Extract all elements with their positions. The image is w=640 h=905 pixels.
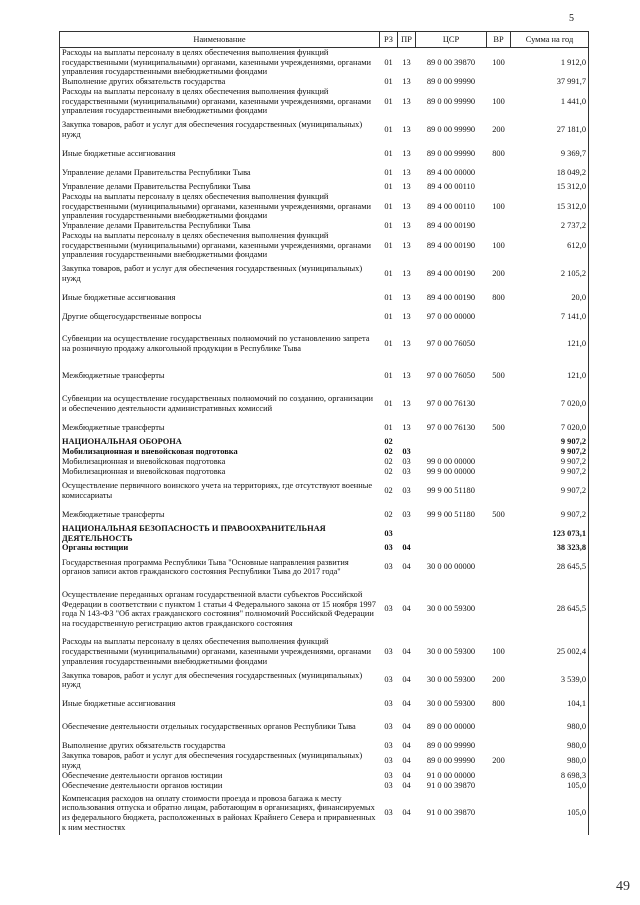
cell-sum: 27 181,0 xyxy=(556,125,586,135)
cell-sum: 20,0 xyxy=(571,292,586,302)
cell-pr: 04 xyxy=(402,741,411,751)
cell-sum: 105,0 xyxy=(567,780,586,790)
cell-pr: 13 xyxy=(402,269,411,279)
cell-pr xyxy=(398,437,416,447)
cell-pr: 13 xyxy=(402,311,411,321)
cell-name: Государственная программа Республики Тыва "Основные направления развития органов записи актов гражданского состояния Республики Тыва до 2017 года" xyxy=(62,557,349,577)
cell-sum: 25 002,4 xyxy=(556,646,586,656)
table-row xyxy=(60,741,589,751)
cell-name: Расходы на выплаты персоналу в целях обеспечения выполнения функций государственными (муниципальными) органами, казенными учреждениями, органами управления государственными внебюджетными фондами xyxy=(62,637,371,666)
cell-pr: 04 xyxy=(402,808,411,818)
table-row xyxy=(60,116,589,144)
cell-sum: 121,0 xyxy=(567,339,586,349)
cell-name: Закупка товаров, работ и услуг для обеспечения государственных (муниципальных) нужд xyxy=(62,670,363,690)
table-row xyxy=(60,447,589,457)
cell-sum: 8 698,3 xyxy=(560,770,586,780)
cell-sum: 9 907,2 xyxy=(560,486,586,496)
table-row xyxy=(60,543,589,553)
cell-rz: 01 xyxy=(384,269,393,279)
table-row xyxy=(60,790,589,835)
cell-rz: 01 xyxy=(384,57,393,67)
cell-rz: 03 xyxy=(384,543,393,553)
cell-pr: 13 xyxy=(402,148,411,158)
table-row xyxy=(60,362,589,390)
table-row xyxy=(60,467,589,477)
table-row xyxy=(60,694,589,713)
header-name: Наименование xyxy=(60,32,380,48)
table-row xyxy=(60,77,589,87)
cell-sum: 7 020,0 xyxy=(560,422,586,432)
cell-rz: 01 xyxy=(384,148,393,158)
cell-sum: 18 049,2 xyxy=(556,167,586,177)
cell-vr: 100 xyxy=(492,201,505,211)
cell-csr: 99 9 00 51180 xyxy=(427,486,475,496)
cell-csr: 89 4 00 00190 xyxy=(426,221,476,231)
cell-rz: 03 xyxy=(384,741,393,751)
cell-name: Управление делами Правительства Республики Тыва xyxy=(62,221,251,231)
cell-sum: 104,1 xyxy=(567,698,586,708)
cell-name: Выполнение других обязательств государства xyxy=(62,741,226,751)
cell-rz: 03 xyxy=(384,808,393,818)
cell-sum: 9 907,2 xyxy=(560,509,586,519)
cell-rz: 01 xyxy=(384,292,393,302)
cell-vr xyxy=(487,790,511,835)
table-row xyxy=(60,666,589,694)
table-row xyxy=(60,770,589,780)
cell-pr: 04 xyxy=(402,675,411,685)
cell-pr: 13 xyxy=(402,240,411,250)
cell-pr: 03 xyxy=(402,467,411,477)
cell-name: Иные бюджетные ассигнования xyxy=(62,292,176,302)
table-row xyxy=(60,163,589,182)
cell-pr: 13 xyxy=(402,167,411,177)
cell-rz: 01 xyxy=(384,77,393,87)
cell-name: Компенсация расходов на оплату стоимости проезда и провоза багажа к месту использования отпуска и обратно лицам, работающим в организациях, финансируемых из федерального бюджета, расположенных в районах Крайнего Севера и приравненных к ним местностях xyxy=(62,793,376,832)
cell-rz: 03 xyxy=(384,755,393,765)
cell-sum: 1 441,0 xyxy=(560,96,586,106)
cell-csr xyxy=(416,447,487,457)
cell-pr: 13 xyxy=(402,57,411,67)
table-row xyxy=(60,288,589,307)
table-row xyxy=(60,713,589,741)
table-row xyxy=(60,637,589,666)
cell-csr: 91 0 00 39870 xyxy=(426,780,476,790)
cell-vr xyxy=(487,741,511,751)
table-row xyxy=(60,182,589,192)
cell-vr: 200 xyxy=(492,125,505,135)
cell-pr xyxy=(398,524,416,543)
cell-vr xyxy=(487,437,511,447)
cell-csr: 89 4 00 00000 xyxy=(426,167,476,177)
cell-sum: 7 020,0 xyxy=(560,399,586,409)
header-vr: ВР xyxy=(487,32,511,48)
cell-pr: 13 xyxy=(402,292,411,302)
cell-pr: 03 xyxy=(402,509,411,519)
cell-vr xyxy=(487,307,511,326)
cell-name: Закупка товаров, работ и услуг для обеспечения государственных (муниципальных) нужд xyxy=(62,751,363,770)
cell-rz: 01 xyxy=(384,371,393,381)
table-row xyxy=(60,505,589,524)
cell-csr: 97 0 00 76130 xyxy=(426,422,476,432)
cell-sum: 9 907,2 xyxy=(560,457,586,467)
cell-csr: 89 4 00 00190 xyxy=(426,269,476,279)
cell-sum: 28 645,5 xyxy=(556,562,586,572)
cell-sum: 28 645,5 xyxy=(556,604,586,614)
cell-csr xyxy=(416,524,487,543)
cell-rz: 02 xyxy=(384,447,393,457)
cell-csr: 97 0 00 76050 xyxy=(426,371,476,381)
cell-sum: 9 369,7 xyxy=(560,148,586,158)
cell-pr: 13 xyxy=(402,339,411,349)
cell-rz: 01 xyxy=(384,311,393,321)
table-row xyxy=(60,780,589,790)
cell-name: Расходы на выплаты персоналу в целях обеспечения выполнения функций государственными (муниципальными) органами, казенными учреждениями, органами управления государственными внебюджетными фондами xyxy=(62,230,371,260)
cell-pr: 13 xyxy=(402,96,411,106)
cell-vr: 800 xyxy=(492,698,505,708)
cell-csr: 30 0 00 59300 xyxy=(426,604,476,614)
cell-name: Расходы на выплаты персоналу в целях обеспечения выполнения функций государственными (муниципальными) органами, казенными учреждениями, органами управления государственными внебюджетными фондами xyxy=(62,86,371,116)
table-row xyxy=(60,477,589,505)
table-row xyxy=(60,457,589,467)
cell-csr: 89 4 00 00110 xyxy=(427,182,475,192)
header-csr: ЦСР xyxy=(416,32,487,48)
table-row xyxy=(60,87,589,116)
cell-rz: 03 xyxy=(384,780,393,790)
table-row xyxy=(60,390,589,418)
cell-name: Управление делами Правительства Республики Тыва xyxy=(62,182,251,192)
cell-name: Субвенции на осуществление государственных полномочий по установлению запрета на розничную продажу алкогольной продукции в Республике Тыва xyxy=(62,334,370,353)
cell-rz: 02 xyxy=(384,437,393,447)
cell-rz: 03 xyxy=(384,646,393,656)
cell-name: Мобилизационная и вневойсковая подготовка xyxy=(62,447,238,457)
cell-pr: 13 xyxy=(402,182,411,192)
handwritten-page-mark: 49 xyxy=(616,879,630,894)
cell-rz: 02 xyxy=(384,509,393,519)
cell-sum: 980,0 xyxy=(567,741,586,751)
cell-sum: 1 912,0 xyxy=(560,57,586,67)
cell-sum: 980,0 xyxy=(567,722,586,732)
cell-sum: 123 073,1 xyxy=(552,528,586,538)
cell-sum: 121,0 xyxy=(567,371,586,381)
table-row xyxy=(60,418,589,437)
cell-csr: 30 0 00 59300 xyxy=(426,646,476,656)
cell-sum: 38 323,8 xyxy=(556,543,586,553)
cell-vr xyxy=(487,770,511,780)
header-pr: ПР xyxy=(398,32,416,48)
cell-vr: 100 xyxy=(492,646,505,656)
cell-pr: 04 xyxy=(402,755,411,765)
cell-vr xyxy=(487,390,511,418)
cell-name: Закупка товаров, работ и услуг для обеспечения государственных (муниципальных) нужд xyxy=(62,264,363,283)
cell-vr: 800 xyxy=(492,292,505,302)
cell-csr: 89 0 00 99990 xyxy=(426,741,476,751)
table-row xyxy=(60,221,589,231)
cell-rz: 02 xyxy=(384,457,393,467)
cell-vr: 100 xyxy=(492,96,505,106)
cell-csr: 99 9 00 51180 xyxy=(427,509,475,519)
cell-vr: 200 xyxy=(492,755,505,765)
cell-sum: 9 907,2 xyxy=(560,437,586,447)
cell-name: Выполнение других обязательств государства xyxy=(62,77,226,87)
cell-pr: 04 xyxy=(402,770,411,780)
cell-sum: 37 991,7 xyxy=(556,77,586,87)
cell-name: Расходы на выплаты персоналу в целях обеспечения выполнения функций государственными (муниципальными) органами, казенными учреждениями, органами управления государственными внебюджетными фондами xyxy=(62,48,371,77)
table-header-row xyxy=(60,32,589,48)
cell-rz: 03 xyxy=(384,562,393,572)
cell-csr: 99 0 00 00000 xyxy=(426,457,476,467)
cell-rz: 03 xyxy=(384,675,393,685)
cell-pr: 13 xyxy=(402,399,411,409)
cell-rz: 02 xyxy=(384,467,393,477)
cell-vr: 200 xyxy=(492,269,505,279)
cell-name: Обеспечение деятельности отдельных государственных органов Республики Тыва xyxy=(62,722,356,732)
cell-vr xyxy=(487,77,511,87)
cell-pr: 04 xyxy=(402,722,411,732)
cell-vr xyxy=(487,447,511,457)
cell-rz: 03 xyxy=(384,604,393,614)
cell-rz: 01 xyxy=(384,240,393,250)
cell-csr xyxy=(416,543,487,553)
table-row xyxy=(60,192,589,221)
cell-name: Расходы на выплаты персоналу в целях обеспечения выполнения функций государственными (муниципальными) органами, казенными учреждениями, органами управления государственными внебюджетными фондами xyxy=(62,191,371,221)
cell-name: Межбюджетные трансферты xyxy=(62,371,165,381)
cell-rz: 03 xyxy=(384,528,393,538)
table-row xyxy=(60,326,589,362)
cell-name: Межбюджетные трансферты xyxy=(62,422,165,432)
cell-name: Осуществление переданных органам государственной власти субъектов Российской Федерации в соответствии с пунктом 1 статьи 4 Федерального закона от 15 ноября 1997 года N 143-ФЗ "Об актах гражданского состояния" полномочий Российской Федерации на государственную регистрацию актов гражданского состояния xyxy=(62,589,376,628)
cell-sum: 980,0 xyxy=(567,755,586,765)
cell-sum: 9 907,2 xyxy=(560,467,586,477)
cell-csr: 89 0 00 39870 xyxy=(426,57,476,67)
cell-name: Закупка товаров, работ и услуг для обеспечения государственных (муниципальных) нужд xyxy=(62,120,363,139)
cell-name: Мобилизационная и вневойсковая подготовка xyxy=(62,467,226,477)
cell-name: Управление делами Правительства Республики Тыва xyxy=(62,167,251,177)
cell-rz: 01 xyxy=(384,96,393,106)
table-row xyxy=(60,751,589,770)
cell-rz: 01 xyxy=(384,167,393,177)
cell-name: Межбюджетные трансферты xyxy=(62,509,165,519)
cell-name: Осуществление первичного воинского учета на территориях, где отсутствуют военные комиссариаты xyxy=(62,481,373,500)
cell-rz: 01 xyxy=(384,221,393,231)
cell-rz: 03 xyxy=(384,722,393,732)
cell-vr: 200 xyxy=(492,675,505,685)
cell-csr: 97 0 00 76050 xyxy=(426,339,476,349)
cell-csr: 97 0 00 00000 xyxy=(426,311,476,321)
cell-pr: 13 xyxy=(402,77,411,87)
cell-vr xyxy=(487,581,511,637)
cell-name: НАЦИОНАЛЬНАЯ БЕЗОПАСНОСТЬ И ПРАВООХРАНИТЕЛЬНАЯ ДЕЯТЕЛЬНОСТЬ xyxy=(62,523,326,543)
cell-rz: 03 xyxy=(384,770,393,780)
cell-vr xyxy=(487,163,511,182)
cell-vr xyxy=(487,543,511,553)
cell-vr xyxy=(487,780,511,790)
cell-sum: 15 312,0 xyxy=(556,201,586,211)
cell-vr xyxy=(487,457,511,467)
cell-pr: 13 xyxy=(402,371,411,381)
cell-vr xyxy=(487,524,511,543)
cell-name: Обеспечение деятельности органов юстиции xyxy=(62,780,223,790)
cell-sum: 612,0 xyxy=(567,240,586,250)
cell-pr: 13 xyxy=(402,201,411,211)
cell-vr xyxy=(487,182,511,192)
cell-vr xyxy=(487,221,511,231)
cell-vr xyxy=(487,467,511,477)
cell-name: Иные бюджетные ассигнования xyxy=(62,148,176,158)
table-row xyxy=(60,437,589,447)
cell-name: Субвенции на осуществление государственных полномочий по созданию, организации и обеспечению деятельности административных комиссий xyxy=(62,394,373,413)
cell-rz: 03 xyxy=(384,698,393,708)
cell-csr: 97 0 00 76130 xyxy=(426,399,476,409)
cell-csr: 89 0 00 99990 xyxy=(426,148,476,158)
cell-sum: 105,0 xyxy=(567,808,586,818)
header-rz: РЗ xyxy=(380,32,398,48)
cell-csr: 91 0 00 00000 xyxy=(426,770,476,780)
table-body xyxy=(60,48,589,836)
cell-csr: 91 0 00 39870 xyxy=(426,808,476,818)
cell-pr: 03 xyxy=(402,486,411,496)
table-row xyxy=(60,553,589,581)
cell-csr: 89 0 00 00000 xyxy=(426,722,476,732)
cell-pr: 04 xyxy=(402,646,411,656)
cell-pr: 04 xyxy=(402,780,411,790)
cell-rz: 02 xyxy=(384,486,393,496)
cell-pr: 13 xyxy=(402,422,411,432)
cell-csr: 30 0 00 59300 xyxy=(426,698,476,708)
cell-name: Другие общегосударственные вопросы xyxy=(62,311,202,321)
table-row xyxy=(60,231,589,260)
budget-table xyxy=(59,31,589,835)
cell-pr: 13 xyxy=(402,125,411,135)
cell-vr: 500 xyxy=(492,371,505,381)
cell-sum: 2 737,2 xyxy=(560,221,586,231)
cell-csr: 30 0 00 59300 xyxy=(426,675,476,685)
cell-rz: 01 xyxy=(384,125,393,135)
cell-sum: 15 312,0 xyxy=(556,182,586,192)
cell-name: НАЦИОНАЛЬНАЯ ОБОРОНА xyxy=(62,437,182,447)
cell-csr: 89 4 00 00110 xyxy=(427,201,475,211)
cell-pr: 04 xyxy=(402,562,411,572)
cell-sum: 7 141,0 xyxy=(560,311,586,321)
cell-sum: 3 539,0 xyxy=(560,675,586,685)
table-row xyxy=(60,144,589,163)
cell-csr: 89 0 00 99990 xyxy=(426,96,476,106)
cell-csr: 89 0 00 99990 xyxy=(426,755,476,765)
cell-csr: 99 9 00 00000 xyxy=(426,467,476,477)
cell-vr: 100 xyxy=(492,240,505,250)
cell-vr: 800 xyxy=(492,148,505,158)
cell-pr: 03 xyxy=(402,457,411,467)
cell-csr: 89 4 00 00190 xyxy=(426,292,476,302)
cell-vr: 500 xyxy=(492,509,505,519)
cell-vr xyxy=(487,713,511,741)
table-row xyxy=(60,260,589,288)
cell-rz: 01 xyxy=(384,399,393,409)
cell-vr xyxy=(487,326,511,362)
cell-pr: 04 xyxy=(402,698,411,708)
cell-pr: 04 xyxy=(402,543,411,553)
header-sum: Сумма на год xyxy=(511,32,589,48)
cell-vr xyxy=(487,553,511,581)
cell-csr: 89 0 00 99990 xyxy=(426,125,476,135)
table-row xyxy=(60,524,589,543)
table-row xyxy=(60,307,589,326)
cell-csr xyxy=(416,437,487,447)
cell-vr xyxy=(487,477,511,505)
cell-csr: 89 4 00 00190 xyxy=(426,240,476,250)
cell-vr: 500 xyxy=(492,422,505,432)
cell-csr: 89 0 00 99990 xyxy=(426,77,476,87)
table-row xyxy=(60,48,589,77)
cell-pr: 03 xyxy=(402,447,411,457)
cell-name: Обеспечение деятельности органов юстиции xyxy=(62,770,223,780)
cell-rz: 01 xyxy=(384,422,393,432)
cell-sum: 2 105,2 xyxy=(560,269,586,279)
cell-rz: 01 xyxy=(384,182,393,192)
cell-name: Мобилизационная и вневойсковая подготовка xyxy=(62,457,226,467)
cell-sum: 9 907,2 xyxy=(560,447,586,457)
cell-name: Органы юстиции xyxy=(62,543,129,553)
cell-vr: 100 xyxy=(492,57,505,67)
table-row xyxy=(60,581,589,637)
page-number: 5 xyxy=(569,13,574,24)
cell-pr: 13 xyxy=(402,221,411,231)
cell-csr: 30 0 00 00000 xyxy=(426,562,476,572)
cell-rz: 01 xyxy=(384,339,393,349)
cell-name: Иные бюджетные ассигнования xyxy=(62,698,176,708)
cell-pr: 04 xyxy=(402,604,411,614)
cell-rz: 01 xyxy=(384,201,393,211)
